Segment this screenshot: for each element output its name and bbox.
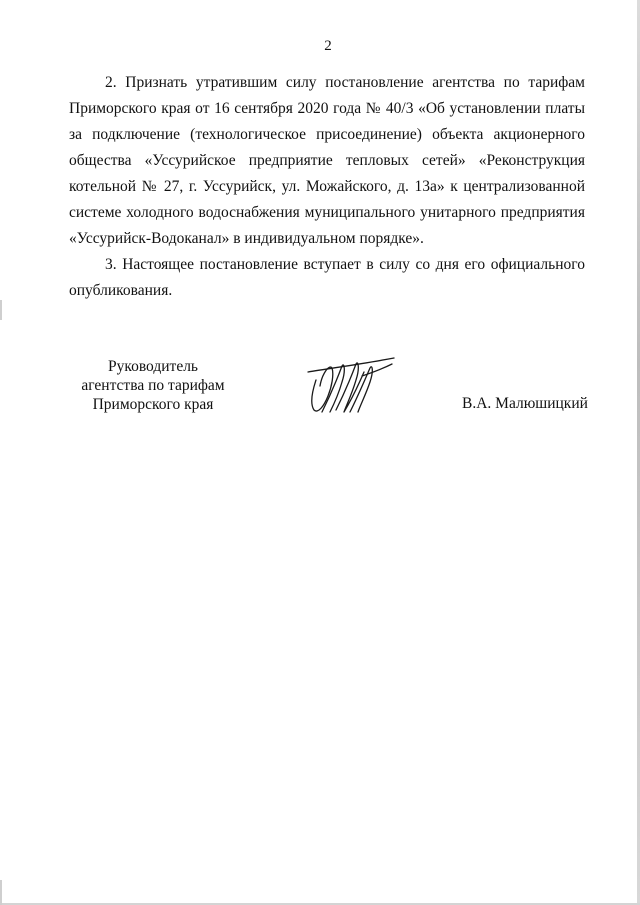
scan-left-mark — [0, 880, 2, 905]
paragraph-3: 3. Настоящее постановление вступает в силу со дня его официального опубликования. — [69, 256, 585, 299]
signer-title — [68, 357, 238, 414]
signer-title-line-1: Руководитель — [107, 358, 199, 375]
signer-title-line-2: агентства по тарифам — [81, 377, 225, 394]
paragraph-2: 2. Признать утратившим силу постановление агентства по тарифам Приморского края от 16 сентября 2020 года № 40/3 «Об установлении платы за подключение (технологическое присоединение) объекта акционерного общества «Уссурийское предприятие тепловых сетей» «Реконструкция котельной № 27, г. Уссурийск, ул. Можайского, д. 13а» к централизованной системе холодного водоснабжения муниципального унитарного предприятия «Уссурийск-Водоканал» в индивидуальном порядке». — [69, 74, 585, 247]
page-number: 2 — [324, 38, 332, 54]
handwritten-signature — [302, 352, 402, 424]
signer-name: В.А. Малюшицкий — [462, 395, 588, 412]
signer-title-line-3: Приморского края — [92, 396, 214, 413]
scan-left-mark — [0, 300, 2, 320]
